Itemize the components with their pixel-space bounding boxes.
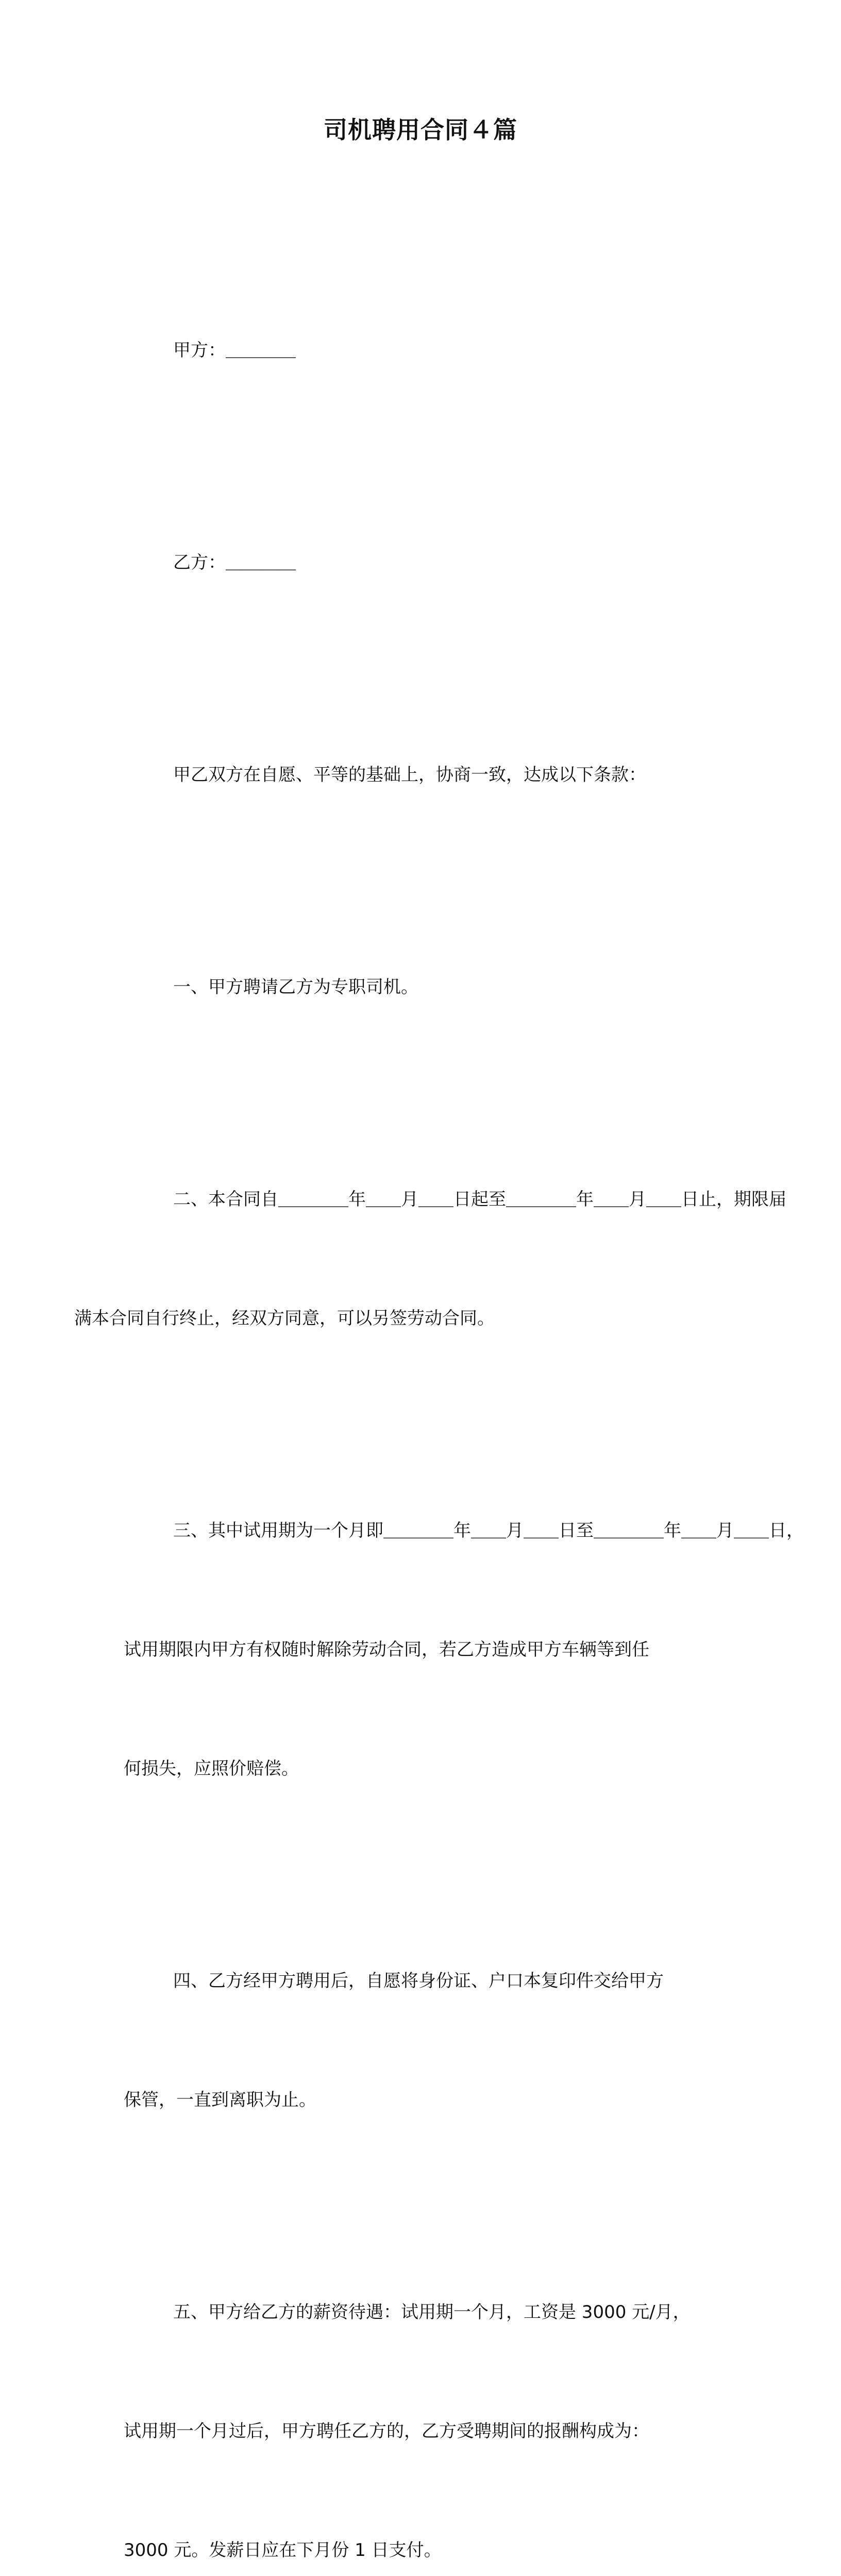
text-line: 乙方：＿＿＿＿	[173, 552, 296, 573]
text-line: 四、乙方经甲方聘用后，自愿将身份证、户口本复印件交给甲方	[173, 1971, 664, 1991]
text-line: 满本合同自行终止，经双方同意，可以另签劳动合同。	[74, 1308, 495, 1329]
text-line: 一、甲方聘请乙方为专职司机。	[173, 977, 418, 997]
document-title: 司机聘用合同４篇	[324, 116, 517, 144]
text-line: 试用期一个月过后，甲方聘任乙方的，乙方受聘期间的报酬构成为：	[124, 2421, 649, 2442]
clause-2	[74, 1100, 786, 1418]
clause-3	[124, 1432, 804, 1868]
text-line: 二、本合同自＿＿＿＿年＿＿月＿＿日起至＿＿＿＿年＿＿月＿＿日止，期限届	[173, 1189, 786, 1210]
text-line: 何损失，应照价赔偿。	[124, 1758, 299, 1779]
text-line: 五、甲方给乙方的薪资待遇：试用期一个月，工资是 3000 元/月，	[173, 2302, 691, 2323]
text-line: 三、其中试用期为一个月即＿＿＿＿年＿＿月＿＿日至＿＿＿＿年＿＿月＿＿日，	[173, 1520, 804, 1541]
text-line: 试用期限内甲方有权随时解除劳动合同，若乙方造成甲方车辆等到任	[124, 1639, 649, 1660]
clause-party-b	[124, 464, 716, 662]
clause-4	[124, 1882, 716, 2199]
text-line: 甲方：＿＿＿＿	[173, 340, 296, 361]
clause-1	[124, 888, 716, 1087]
text-line: 甲乙双方在自愿、平等的基础上，协商一致，达成以下条款：	[173, 765, 646, 785]
clause-intro	[124, 676, 716, 874]
document-body	[74, 251, 804, 2576]
text-line: 3000 元。发薪日应在下月份 1 日支付。	[124, 2540, 442, 2561]
clause-party-a	[124, 251, 716, 450]
text-line: 保管，一直到离职为止。	[124, 2090, 316, 2110]
clause-5	[124, 2213, 716, 2576]
